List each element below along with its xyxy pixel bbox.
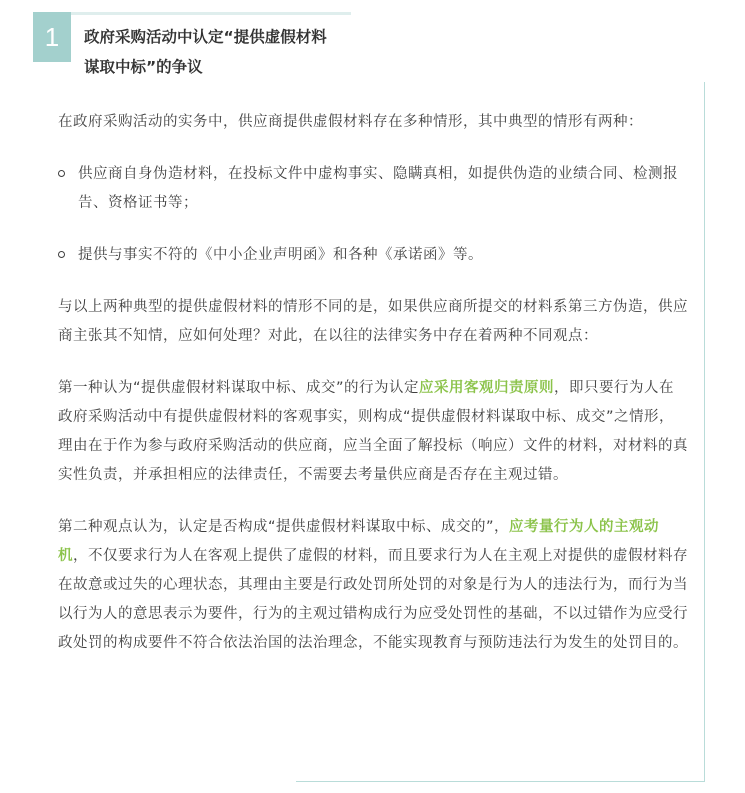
bullet-circle-icon — [58, 170, 65, 177]
second-view-highlight: 应考量行为人的主观动机 — [58, 519, 660, 564]
content-frame-bottom-border — [296, 781, 705, 782]
second-view-paragraph — [58, 513, 688, 658]
list-item — [58, 160, 688, 218]
intro-paragraph: 在政府采购活动的实务中，供应商提供虚假材料存在多种情形，其中典型的情形有两种： — [58, 114, 643, 130]
article-content — [58, 108, 688, 681]
section-title-line-2: 谋取中标”的争议 — [84, 58, 203, 76]
second-view-text-after: ，不仅要求行为人在客观上提供了虚假的材料，而且要求行为人在主观上对提供的虚假材料存在故意或过失的心理状态，其理由主要是行政处罚所处罚的对象是行为人的违法行为，而行为当以行为人的意思表示为要件，行为的主观过错构成行为应受处罚性的基础，不以过错作为应受行政处罚的构成要件不符合依法治国的法治理念，不能实现教育与预防违法行为发生的处罚目的。 — [58, 548, 688, 651]
header-top-line — [33, 12, 351, 15]
first-view-text-before: 第一种认为“提供虚假材料谋取中标、成交”的行为认定 — [58, 380, 420, 396]
section-title-line-1: 政府采购活动中认定“提供虚假材料 — [84, 28, 327, 46]
first-view-text-after: ，即只要行为人在政府采购活动中有提供虚假材料的客观事实，则构成“提供虚假材料谋取中标、成交”之情形，理由在于作为参与政府采购活动的供应商，应当全面了解投标（响应）文件的材料，对材料的真实性负责，并承担相应的法律责任，不需要去考量供应商是否存在主观过错。 — [58, 380, 688, 483]
section-title — [84, 22, 384, 82]
case-list — [58, 160, 688, 270]
second-view-text-before: 第二种观点认为，认定是否构成“提供虚假材料谋取中标、成交的”， — [58, 519, 510, 535]
list-item-text: 提供与事实不符的《中小企业声明函》和各种《承诺函》等。 — [78, 247, 483, 263]
first-view-highlight: 应采用客观归责原则 — [419, 380, 555, 396]
first-view-paragraph — [58, 374, 688, 490]
list-item — [58, 241, 688, 270]
list-item-text: 供应商自身伪造材料，在投标文件中虚构事实、隐瞒真相，如提供伪造的业绩合同、检测报告、资格证书等； — [78, 166, 678, 211]
content-frame-right-border — [704, 82, 705, 782]
section-number-badge: 1 — [33, 12, 71, 62]
bullet-circle-icon — [58, 251, 65, 258]
question-paragraph: 与以上两种典型的提供虚假材料的情形不同的是，如果供应商所提交的材料系第三方伪造，供应商主张其不知情，应如何处理？对此，在以往的法律实务中存在着两种不同观点： — [58, 299, 688, 344]
